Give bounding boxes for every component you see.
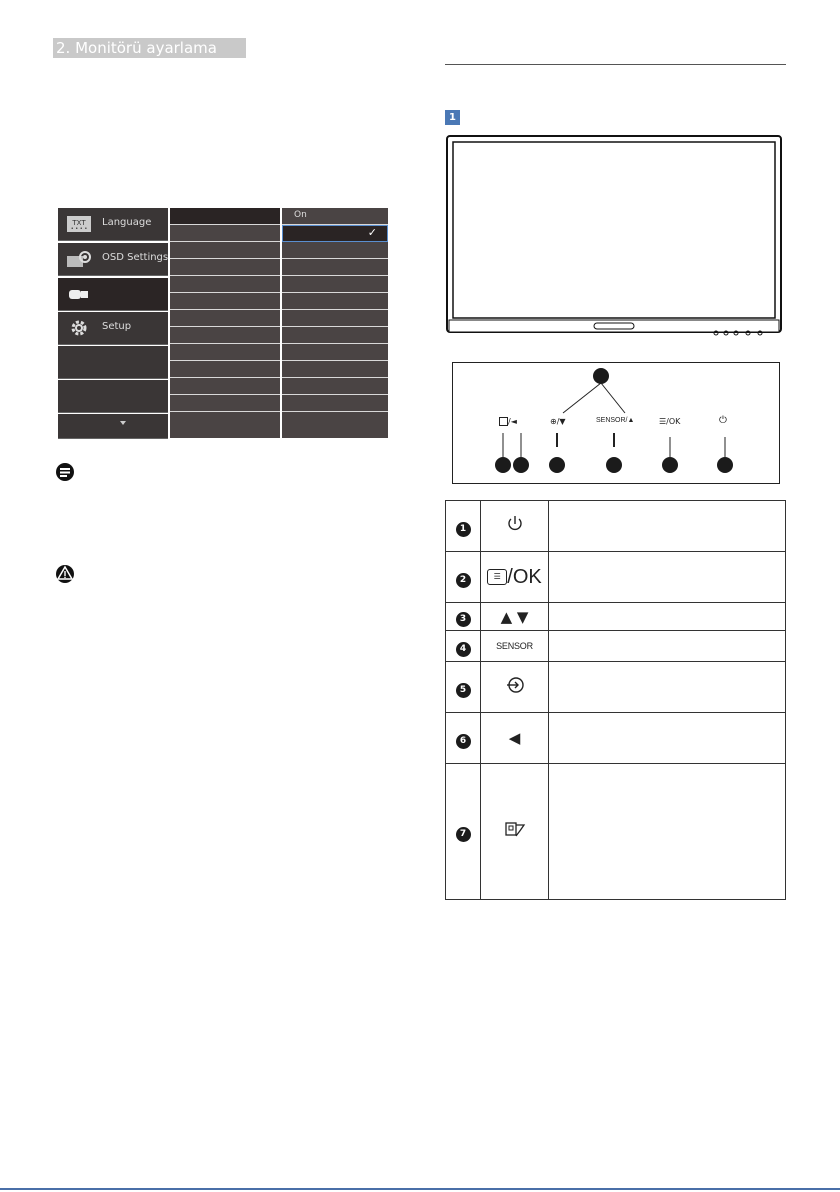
checkmark-icon: ✓: [367, 226, 377, 239]
gear-icon: [66, 319, 92, 337]
row-number: 1: [446, 501, 481, 552]
monitor-illustration: [446, 135, 782, 341]
osd-item-osd-settings: [58, 243, 168, 276]
svg-text:• • • •: • • • •: [70, 226, 88, 232]
osd-sub-row: [170, 208, 280, 225]
table-row: [446, 501, 786, 552]
section-title: 2. Monitörü ayarlama: [56, 39, 217, 57]
callout-dot: [717, 457, 733, 473]
callout-dot: [495, 457, 511, 473]
panel-label-menu-back: /◄: [499, 417, 517, 426]
osd-menu: [58, 208, 388, 438]
table-row: [446, 662, 786, 713]
smartimage-icon: [481, 764, 549, 900]
osd-sub-row: [170, 293, 280, 310]
sensor-icon: SENSOR: [481, 631, 549, 662]
osd-option-row: [282, 395, 388, 412]
row-number: 7: [446, 764, 481, 900]
row-number: 6: [446, 713, 481, 764]
osd-item-label: Language: [102, 217, 152, 228]
callout-dot: [549, 457, 565, 473]
power-icon: [506, 515, 524, 533]
osd-option-row: [282, 293, 388, 310]
osd-item-setup: [58, 312, 168, 345]
chevron-down-icon: [120, 421, 126, 425]
figure-badge: 1: [445, 110, 460, 125]
osd-sub-row: [170, 276, 280, 293]
input-icon: ⊕: [550, 417, 557, 426]
power-icon: [481, 501, 549, 552]
svg-text:TXT: TXT: [72, 219, 86, 227]
usb-icon: [66, 285, 92, 303]
row-number: 5: [446, 662, 481, 713]
callout-dot: [662, 457, 678, 473]
table-row: [446, 631, 786, 662]
osd-option-row: [282, 412, 388, 438]
osd-option-row: [282, 344, 388, 361]
row-number: 4: [446, 631, 481, 662]
table-row: [446, 603, 786, 631]
smartimage-icon: [504, 821, 526, 839]
table-row: [446, 552, 786, 603]
osd-option-on: [282, 208, 388, 225]
osd-sub-row: [170, 225, 280, 242]
osd-sub-row: [170, 361, 280, 378]
description-cell: [549, 631, 786, 662]
osd-sub-row: [170, 378, 280, 395]
description-cell: [549, 713, 786, 764]
osd-sub-row: [170, 395, 280, 412]
option-on-label: On: [294, 210, 307, 220]
osd-item-more: [58, 414, 168, 439]
osd-item-usb: [58, 278, 168, 311]
osd-item-blank: [58, 380, 168, 413]
divider: [445, 64, 786, 65]
osd-submenu: [170, 208, 280, 438]
description-cell: [549, 501, 786, 552]
description-cell: [549, 764, 786, 900]
osd-sub-row: [170, 259, 280, 276]
osd-option-row: [282, 242, 388, 259]
osd-option-row: [282, 276, 388, 293]
panel-label-input-down: ⊕/▼: [550, 417, 566, 426]
description-cell: [549, 603, 786, 631]
smartimage-icon: [499, 417, 508, 426]
input-icon: [505, 675, 525, 695]
osd-option-row: [282, 378, 388, 395]
description-cell: [549, 552, 786, 603]
menu-ok-icon: ☰ /OK: [481, 552, 549, 603]
footer-rule: [0, 1188, 840, 1190]
callout-dot: [513, 457, 529, 473]
osd-option-row: [282, 327, 388, 344]
osd-sub-row: [170, 344, 280, 361]
up-down-arrows-icon: ▲ ▼: [481, 603, 549, 631]
osd-option-row: [282, 361, 388, 378]
osd-option-row: [282, 310, 388, 327]
osd-item-language: [58, 208, 168, 241]
menu-icon: ☰: [659, 417, 667, 426]
osd-main-menu: [58, 208, 168, 438]
osd-sub-row: [170, 242, 280, 259]
front-panel-diagram: [452, 362, 780, 484]
button-table: [445, 500, 786, 900]
row-number: 2: [446, 552, 481, 603]
osd-sub-row: [170, 327, 280, 344]
osd-sub-row: [170, 412, 280, 438]
osd-option-row: [282, 259, 388, 276]
osd-item-label: Setup: [102, 321, 132, 332]
section-tab: [53, 38, 246, 58]
table-row: [446, 764, 786, 900]
txt-icon: [66, 215, 92, 233]
osd-item-label: OSD Settings: [102, 252, 169, 263]
power-icon: ⏻: [719, 415, 727, 426]
back-arrow-icon: ◀: [481, 713, 549, 764]
callout-dot: [606, 457, 622, 473]
warning-icon: [55, 564, 75, 584]
row-number: 3: [446, 603, 481, 631]
panel-label-menu-ok: ☰/OK: [659, 417, 681, 426]
menu-icon: ☰: [487, 569, 507, 585]
note-icon: [55, 462, 75, 482]
osd-settings-icon: [66, 250, 92, 268]
osd-option-selected: [282, 225, 388, 242]
input-icon: [481, 662, 549, 713]
osd-options: [282, 208, 388, 438]
osd-item-blank: [58, 346, 168, 379]
osd-sub-row: [170, 310, 280, 327]
panel-label-sensor-up: SENSOR/▲: [596, 417, 635, 424]
table-row: [446, 713, 786, 764]
description-cell: [549, 662, 786, 713]
